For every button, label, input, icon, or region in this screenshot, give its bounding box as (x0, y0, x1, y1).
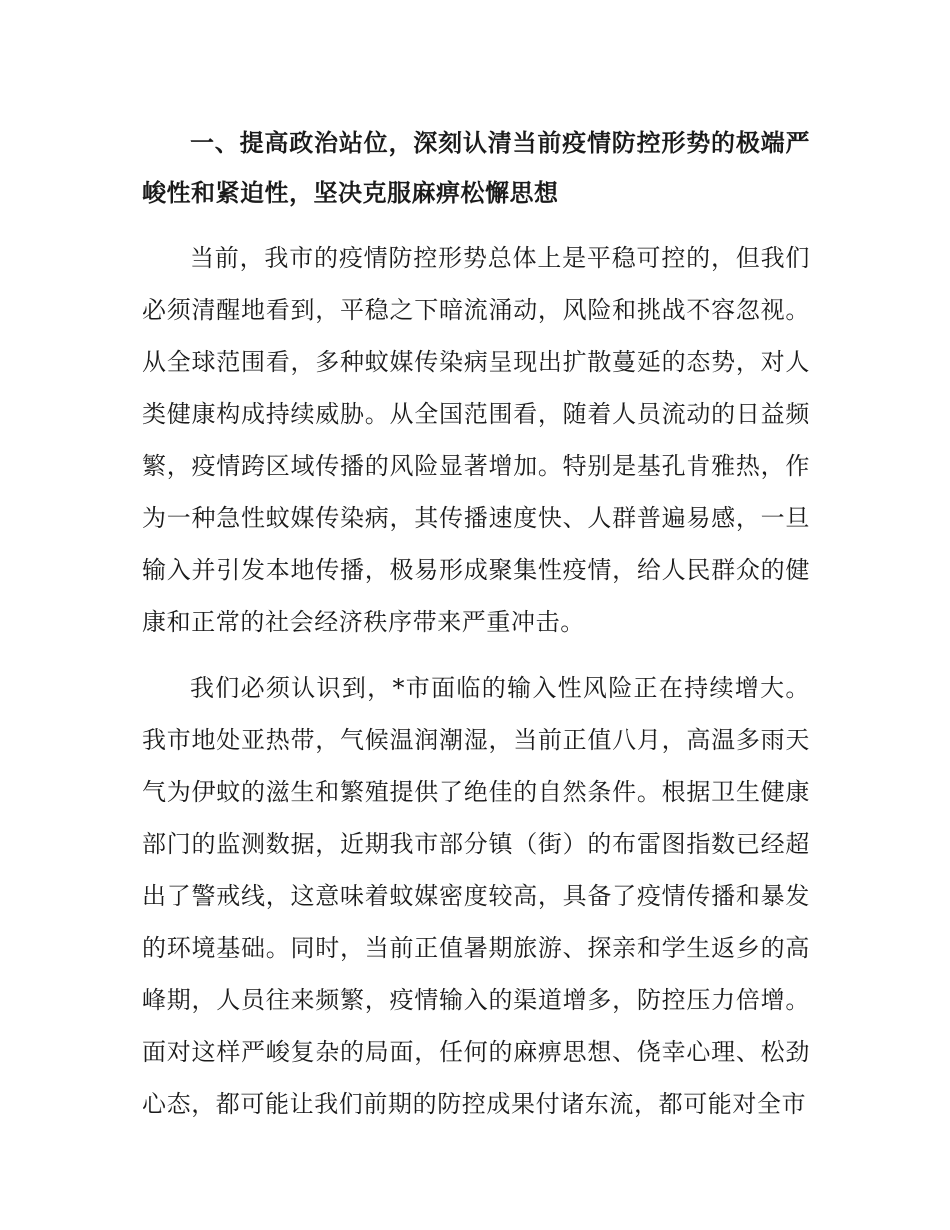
body-paragraph-1: 当前，我市的疫情防控形势总体上是平稳可控的，但我们必须清醒地看到，平稳之下暗流涌动，风险和挑战不容忽视。从全球范围看，多种蚊媒传染病呈现出扩散蔓延的态势，对人类健康构成持续威胁。从全国范围看，随着人员流动的日益频繁，疫情跨区域传播的风险显著增加。特别是基孔肯雅热，作为一种急性蚊媒传染病，其传播速度快、人群普遍易感，一旦输入并引发本地传播，极易形成聚集性疫情，给人民群众的健康和正常的社会经济秩序带来严重冲击。 (142, 244, 810, 636)
body-paragraph-2: 我们必须认识到，*市面临的输入性风险正在持续增大。我市地处亚热带，气候温润潮湿，当前正值八月，高温多雨天气为伊蚊的滋生和繁殖提供了绝佳的自然条件。根据卫生健康部门的监测数据，近期我市部分镇（街）的布雷图指数已经超出了警戒线，这意味着蚊媒密度较高，具备了疫情传播和暴发的环境基础。同时，当前正值暑期旅游、探亲和学生返乡的高峰期，人员往来频繁，疫情输入的渠道增多，防控压力倍增。面对这样严峻复杂的局面，任何的麻痹思想、侥幸心理、松劲心态，都可能让我们前期的防控成果付诸东流，都可能对全市 (142, 674, 810, 1118)
document-body (142, 118, 810, 1144)
section-heading: 一、提高政治站位，深刻认清当前疫情防控形势的极端严峻性和紧迫性，坚决克服麻痹松懈思想 (142, 129, 810, 207)
